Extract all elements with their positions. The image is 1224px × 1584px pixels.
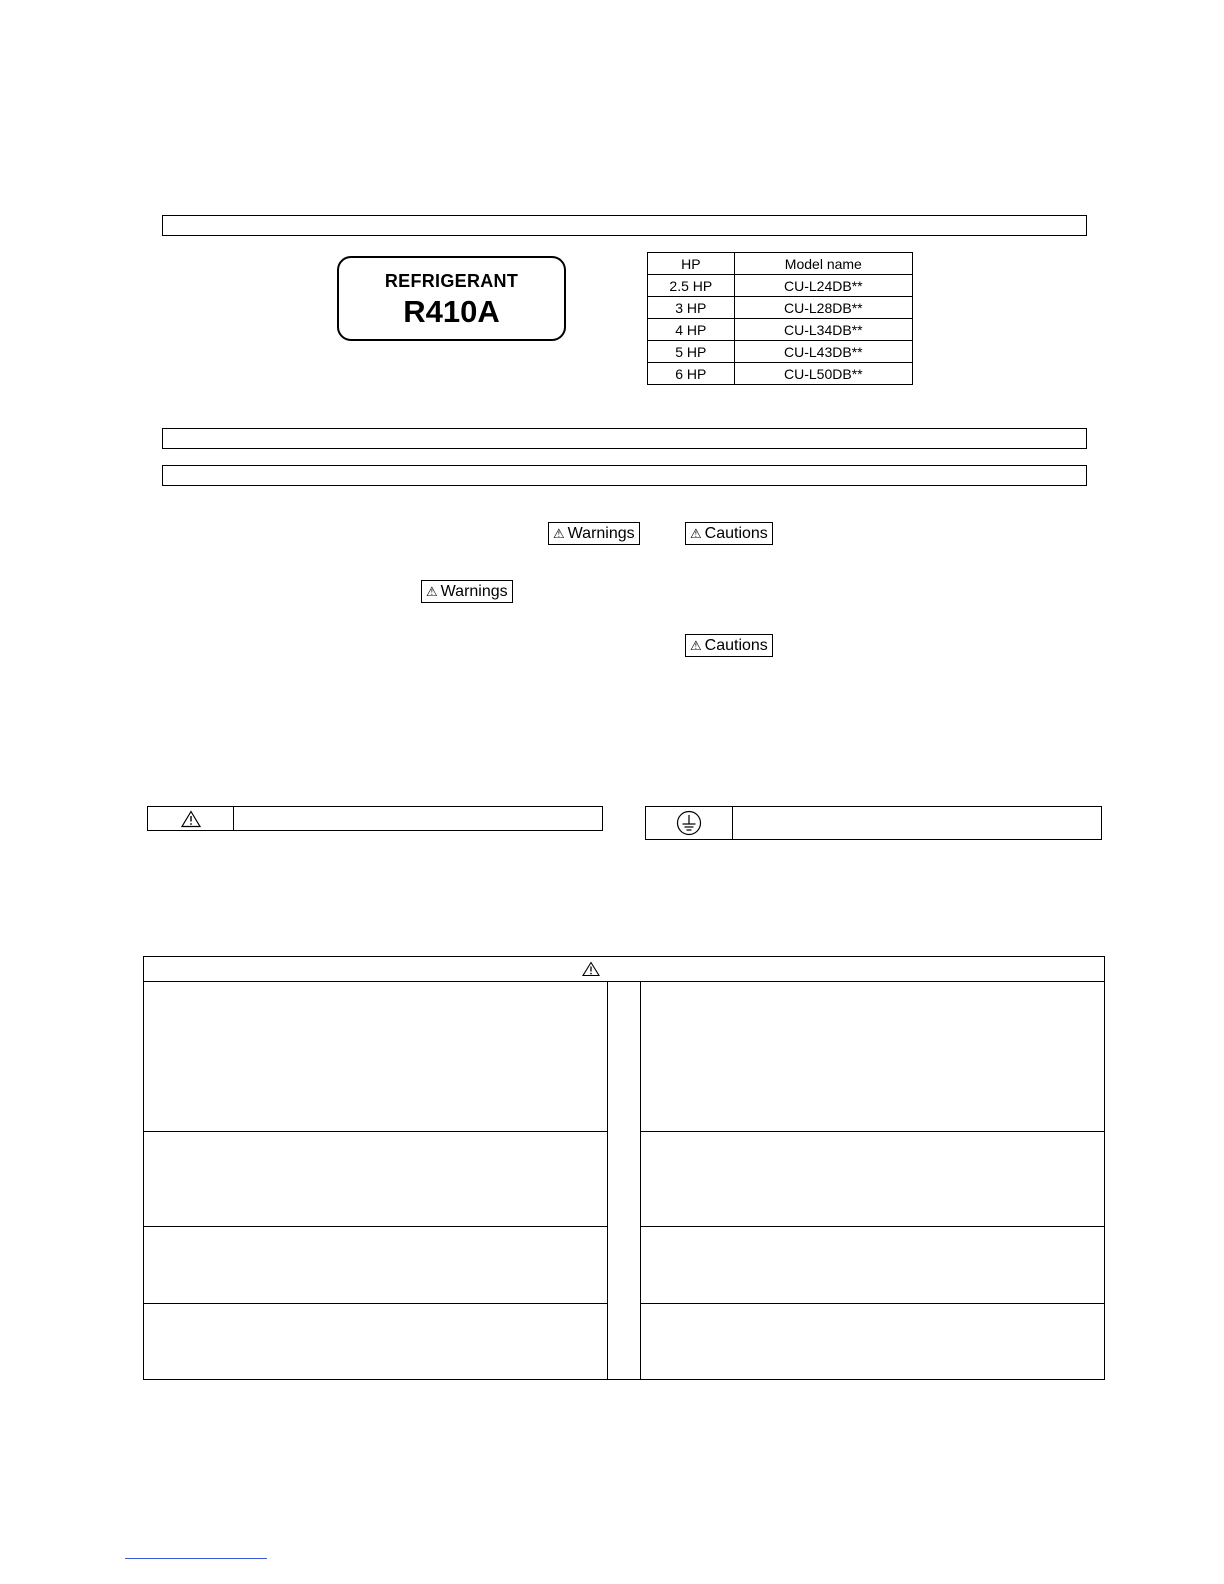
grid-row-divider [143,1303,608,1304]
warning-triangle-icon: ⚠ [553,526,565,541]
grid-row-divider [640,1303,1105,1304]
section-header-bar-1 [162,215,1087,236]
cell-hp: 4 HP [648,319,735,341]
legend-description [733,807,1101,839]
cautions-tag [685,634,773,657]
grid-row-divider [640,1131,1105,1132]
grid-header-divider [143,981,1105,982]
warning-triangle-icon [181,810,201,828]
grid-row-divider [143,1131,608,1132]
cell-hp: 5 HP [648,341,735,363]
warning-triangle-icon: ⚠ [690,526,702,541]
header-model-name: Model name [734,253,912,275]
section-header-bar-2 [162,428,1087,449]
header-hp: HP [648,253,735,275]
cell-model: CU-L34DB** [734,319,912,341]
refrigerant-label: REFRIGERANT [384,271,519,291]
legend-icon-cell [148,807,234,830]
footer-link-underline[interactable] [125,1558,267,1559]
cautions-tag-label: Cautions [704,525,768,542]
table-row [648,297,913,319]
earth-symbol-legend [645,806,1102,840]
cell-model: CU-L43DB** [734,341,912,363]
refrigerant-type: R410A [403,294,500,329]
grid-row-divider [143,1226,608,1227]
warning-triangle-icon: ⚠ [426,584,438,599]
table-row [648,319,913,341]
grid-column-divider [640,981,641,1380]
cell-hp: 2.5 HP [648,275,735,297]
cautions-tag-label: Cautions [704,637,768,654]
warning-symbol-legend [147,806,603,831]
legend-description [234,807,602,830]
cell-model: CU-L28DB** [734,297,912,319]
warnings-tag [548,522,640,545]
refrigerant-badge [337,256,566,341]
warnings-tag-label: Warnings [567,525,635,542]
legend-icon-cell [646,807,733,839]
table-row [648,363,913,385]
warnings-grid [143,956,1105,1380]
grid-column-divider [607,981,608,1380]
warnings-tag [421,580,513,603]
warning-triangle-icon [582,961,600,977]
cell-hp: 6 HP [648,363,735,385]
warnings-tag-label: Warnings [440,583,508,600]
section-header-bar-3 [162,465,1087,486]
cell-hp: 3 HP [648,297,735,319]
cautions-tag [685,522,773,545]
model-table [647,252,913,385]
cell-model: CU-L24DB** [734,275,912,297]
earth-ground-icon [676,810,702,836]
table-row [648,275,913,297]
model-table-header [648,253,913,275]
table-row [648,341,913,363]
cell-model: CU-L50DB** [734,363,912,385]
warning-triangle-icon: ⚠ [690,638,702,653]
grid-row-divider [640,1226,1105,1227]
